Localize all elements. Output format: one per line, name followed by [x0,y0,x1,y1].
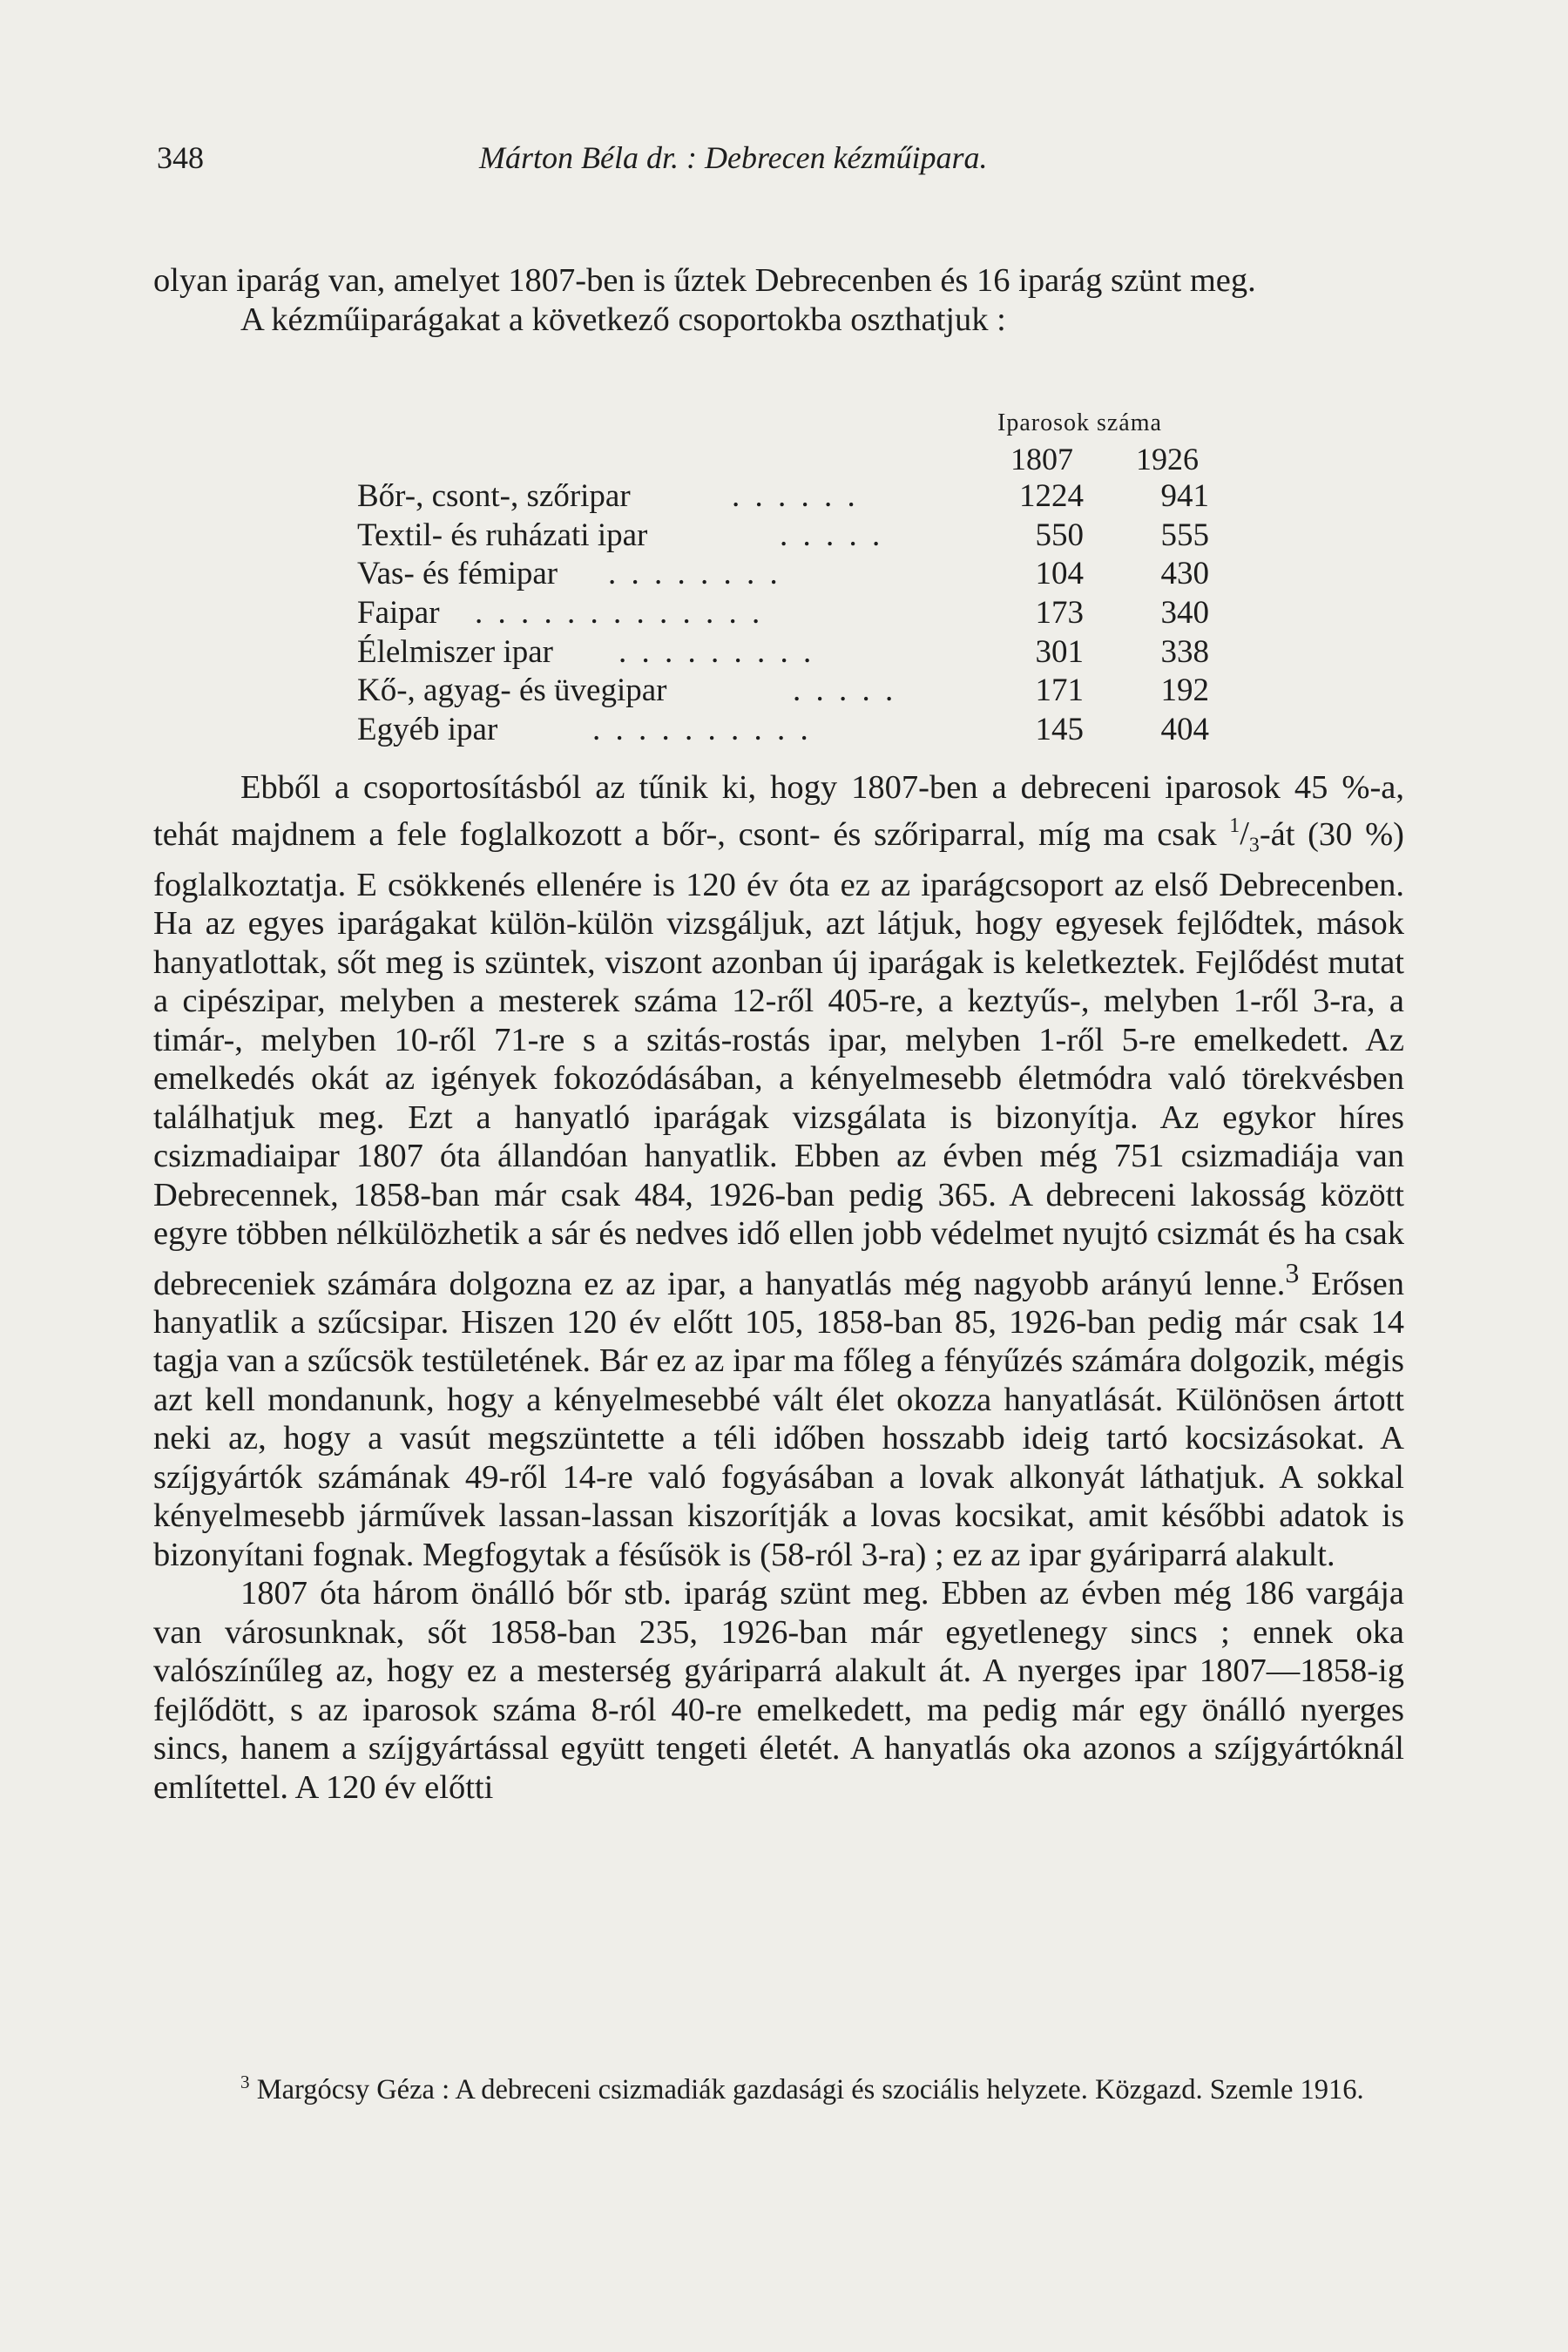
row-value-1807: 173 [1035,595,1084,632]
table-header [357,399,1263,477]
footnote-text: Margócsy Géza : A debreceni csizmadiák gazdasági és szociális helyzete. Közgazd. Szemle 1916. [249,2073,1364,2105]
table-body [357,477,1263,750]
row-value-1926: 338 [1160,633,1209,670]
intro-text [153,261,1404,339]
table-row [357,672,1263,711]
row-value-1926: 430 [1160,556,1209,592]
row-label: Kő-, agyag- és üvegipar [357,672,667,709]
row-label: Egyéb ipar [357,712,498,748]
row-value-1807: 104 [1035,556,1084,592]
row-value-1926: 941 [1160,478,1209,514]
body-text [153,768,1404,1807]
row-value-1807: 145 [1035,712,1084,748]
row-leader-dots: . . . . . . . . . . [592,712,812,748]
table-row [357,594,1263,633]
running-head: Márton Béla dr. : Debrecen kézműipara. [479,140,988,175]
fraction-denominator: 3 [1248,835,1260,858]
row-value-1807: 1224 [1019,478,1084,514]
row-label: Bőr-, csont-, szőripar [357,478,631,514]
fraction-one-third: $^1/_3$ [1229,814,1260,858]
row-value-1807: 171 [1035,672,1084,709]
fraction-numerator: 1 [1229,814,1240,838]
page-header [0,139,1568,192]
body-paragraph-1-part-a: Ebből a csoportosításból az tűnik ki, hogy 1807-ben a debreceni iparosok 45 %-a, tehát majdnem a fele foglalkozott a bőr-, csont- és szőriparral, míg ma csak [153,769,1404,853]
row-label: Élelmiszer ipar [357,633,553,670]
footnote-mark: 3 [240,2072,250,2092]
row-leader-dots: . . . . . . . . [608,556,781,592]
footnote [153,2065,1404,2107]
row-leader-dots: . . . . . . . . . . . . . [475,595,764,632]
body-paragraph-2: 1807 óta három önálló bőr stb. iparág szünt meg. Ebben az évben még 186 vargája van városunknak, sőt 1858-ban 235, 1926-ban már egyetlenegy sincs ; ennek oka valószínűleg az, hogy ez a mesterség gyáriparrá alakult át. A nyerges ipar 1807—1858-ig fejlődött, s az iparosok száma 8-ról 40-re emelkedett, ma pedig már egy önálló nyerges sincs, hanem a szíjgyártással együtt tengeti életét. A hanyatlás oka azonos a szíjgyártóknál említettel. A 120 év előtti [153,1575,1404,1806]
footnote-reference: 3 [1285,1256,1300,1288]
row-label: Vas- és fémipar [357,556,558,592]
table-header-year-1807: 1807 [1010,442,1073,476]
body-paragraph-1 [153,768,1404,1574]
intro-paragraph-2: A kézműiparágakat a következő csoportokba oszthatjuk : [240,301,1006,338]
row-value-1807: 550 [1035,517,1084,553]
row-leader-dots: . . . . . . [732,478,859,514]
row-leader-dots: . . . . . [780,517,884,553]
row-value-1926: 192 [1160,672,1209,709]
table-row [357,555,1263,594]
footnote-paragraph [153,2065,1404,2107]
row-label: Faipar [357,595,440,632]
page-number: 348 [157,140,204,175]
row-label: Textil- és ruházati ipar [357,517,648,553]
table-row [357,633,1263,672]
row-value-1926: 555 [1160,517,1209,553]
table-header-year-1926: 1926 [1136,442,1199,476]
row-leader-dots: . . . . . . . . . [618,633,815,670]
row-value-1807: 301 [1035,633,1084,670]
body-paragraph-1-part-b: -át (30 %) foglalkoztatja. E csökkenés ellenére is 120 év óta ez az iparágcsoport az első Debrecenben. Ha az egyes iparágakat külön-külön vizsgáljuk, azt látjuk, hogy egyesek fejlődtek, mások hanyatlottak, sőt meg is szüntek, viszont azonban új iparágak is keletkeztek. Fejlődést mutat a cipészipar, melyben a mesterek száma 12-ről 405-re, a keztyűs-, melyben 1-ről 3-ra, a timár-, melyben 10-ről 71-re s a szitás-rostás ipar, melyben 1-ről 5-re emelkedett. Az emelkedés okát az igények fokozódásában, a kényelmesebb életmódra való törekvésben találhatjuk meg. Ezt a hanyatló iparágak vizsgálata is bizonyítja. Az egykor híres csizmadiaipar 1807 óta állandóan hanyatlik. Ebben az évben még 751 csizmadiája van Debrecennek, 1858-ban már csak 484, 1926-ban pedig 365. A debreceni lakosság között egyre többen nélkülözhetik a sár és nedves idő ellen jobb védelmet nyujtó csizmát és ha csak debreceniek számára dolgozna ez az ipar, a hanyatlás még nagyobb arányú lenne. [153,815,1404,1302]
table-row [357,711,1263,750]
body-paragraph-1-part-c: Erősen hanyatlik a szűcsipar. Hiszen 120 év előtt 105, 1858-ban 85, 1926-ban pedig már csak 14 tagja van a szűcsök testületének. Bár ez az ipar ma főleg a fényűzés számára dolgozik, mégis azt kell mondanunk, hogy a kényelmesebbé vált élet okozza hanyatlását. Különösen ártott neki az, hogy a vasút megszüntette a téli időben hosszabb ideig tartó kocsizásokat. A szíjgyártók számának 49-ről 14-re való fogyásában a lovak alkonyát láthatjuk. A sokkal kényelmesebb járművek lassan-lassan kiszorítják a lovas kocsikat, amit későbbi adatok is bizonyítani fognak. Megfogytak a fésűsök is (58-ról 3-ra) ; ez az ipar gyáriparrá alakult. [153,1265,1404,1573]
row-leader-dots: . . . . . [793,672,897,709]
table-row [357,477,1263,517]
intro-paragraph-1: olyan iparág van, amelyet 1807-ben is űztek Debrecenben és 16 iparág szünt meg. [153,262,1256,299]
row-value-1926: 404 [1160,712,1209,748]
table-header-label: Iparosok száma [997,409,1162,436]
row-value-1926: 340 [1160,595,1209,632]
table-row [357,517,1263,556]
craftsmen-table [357,399,1263,750]
